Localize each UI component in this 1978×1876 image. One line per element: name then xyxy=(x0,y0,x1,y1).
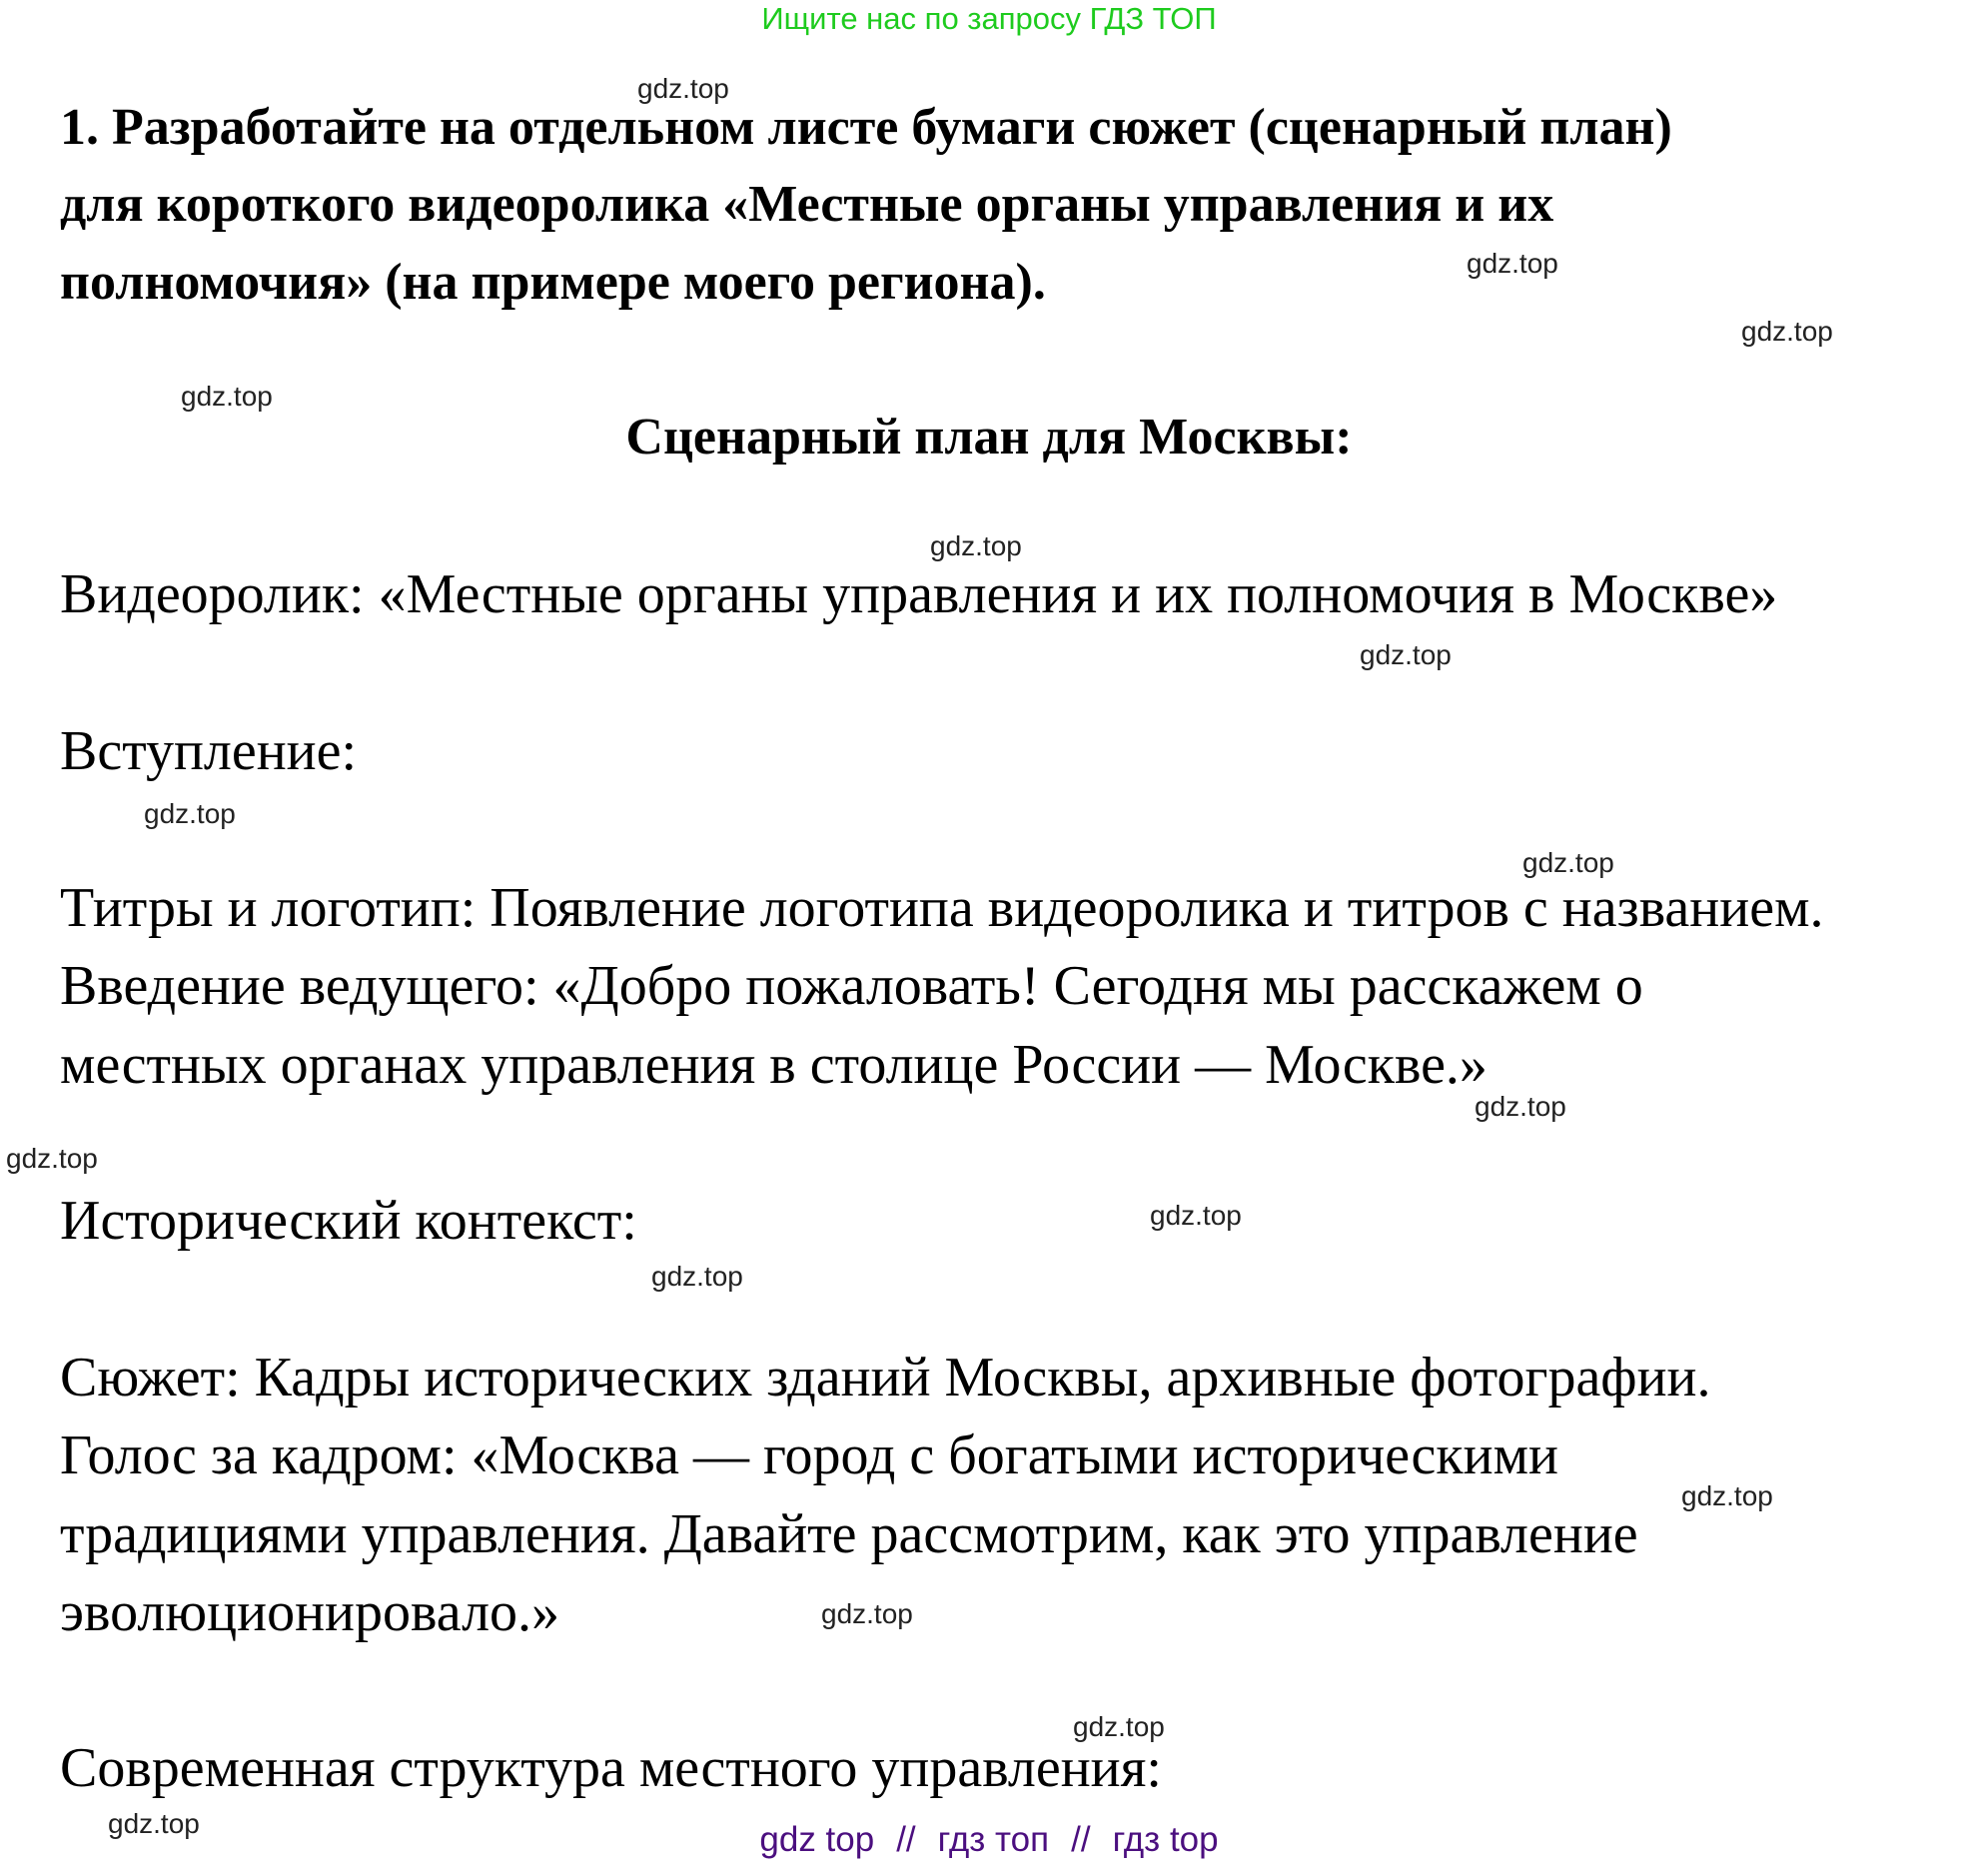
footer-link-gdz-top[interactable]: gdz top xyxy=(759,1820,875,1859)
task-heading-line-2: для короткого видеоролика «Местные органы управления и их xyxy=(60,176,1554,233)
watermark: gdz.top xyxy=(1073,1711,1165,1742)
plan-subtitle: Сценарный план для Москвы: xyxy=(625,409,1353,466)
history-line-4: эволюционировало.» xyxy=(60,1581,560,1643)
watermark: gdz.top xyxy=(1522,847,1614,878)
footer-link-gdz-top-mixed[interactable]: гдз top xyxy=(1112,1820,1219,1859)
watermark: gdz.top xyxy=(1475,1091,1566,1122)
watermark: gdz.top xyxy=(651,1261,743,1292)
watermark: gdz.top xyxy=(1360,639,1452,670)
watermark: gdz.top xyxy=(108,1808,200,1839)
footer-separator: // xyxy=(896,1820,916,1859)
intro-line-2: Введение ведущего: «Добро пожаловать! Сегодня мы расскажем о xyxy=(60,955,1643,1017)
watermark: gdz.top xyxy=(144,798,236,829)
watermark: gdz.top xyxy=(181,381,273,412)
section-heading-intro: Вступление: xyxy=(60,720,358,782)
watermark: gdz.top xyxy=(930,530,1022,561)
watermark: gdz.top xyxy=(1467,248,1558,279)
task-heading-line-3: полномочия» (на примере моего региона). xyxy=(60,254,1046,311)
section-heading-modern: Современная структура местного управления: xyxy=(60,1737,1162,1799)
history-line-2: Голос за кадром: «Москва — город с богатыми историческими xyxy=(60,1424,1558,1486)
search-banner: Ищите нас по запросу ГДЗ ТОП xyxy=(761,1,1217,36)
watermark: gdz.top xyxy=(6,1143,98,1174)
watermark: gdz.top xyxy=(1741,316,1833,347)
intro-line-1: Титры и логотип: Появление логотипа видеоролика и титров с названием. xyxy=(60,877,1824,939)
history-line-1: Сюжет: Кадры исторических зданий Москвы, архивные фотографии. xyxy=(60,1347,1711,1408)
watermark: gdz.top xyxy=(821,1598,913,1629)
footer-link-gdz-top-ru[interactable]: гдз топ xyxy=(937,1820,1050,1859)
footer-links xyxy=(0,1820,1978,1860)
watermark: gdz.top xyxy=(637,73,729,104)
watermark: gdz.top xyxy=(1681,1480,1773,1511)
task-heading-line-1: 1. Разработайте на отдельном листе бумаги сюжет (сценарный план) xyxy=(60,99,1672,156)
footer-separator: // xyxy=(1071,1820,1091,1859)
intro-line-3: местных органах управления в столице России — Москве.» xyxy=(60,1034,1487,1096)
section-heading-history: Исторический контекст: xyxy=(60,1190,637,1252)
history-line-3: традициями управления. Давайте рассмотрим, как это управление xyxy=(60,1503,1638,1565)
watermark: gdz.top xyxy=(1150,1200,1242,1231)
video-title: Видеоролик: «Местные органы управления и их полномочия в Москве» xyxy=(60,563,1778,625)
